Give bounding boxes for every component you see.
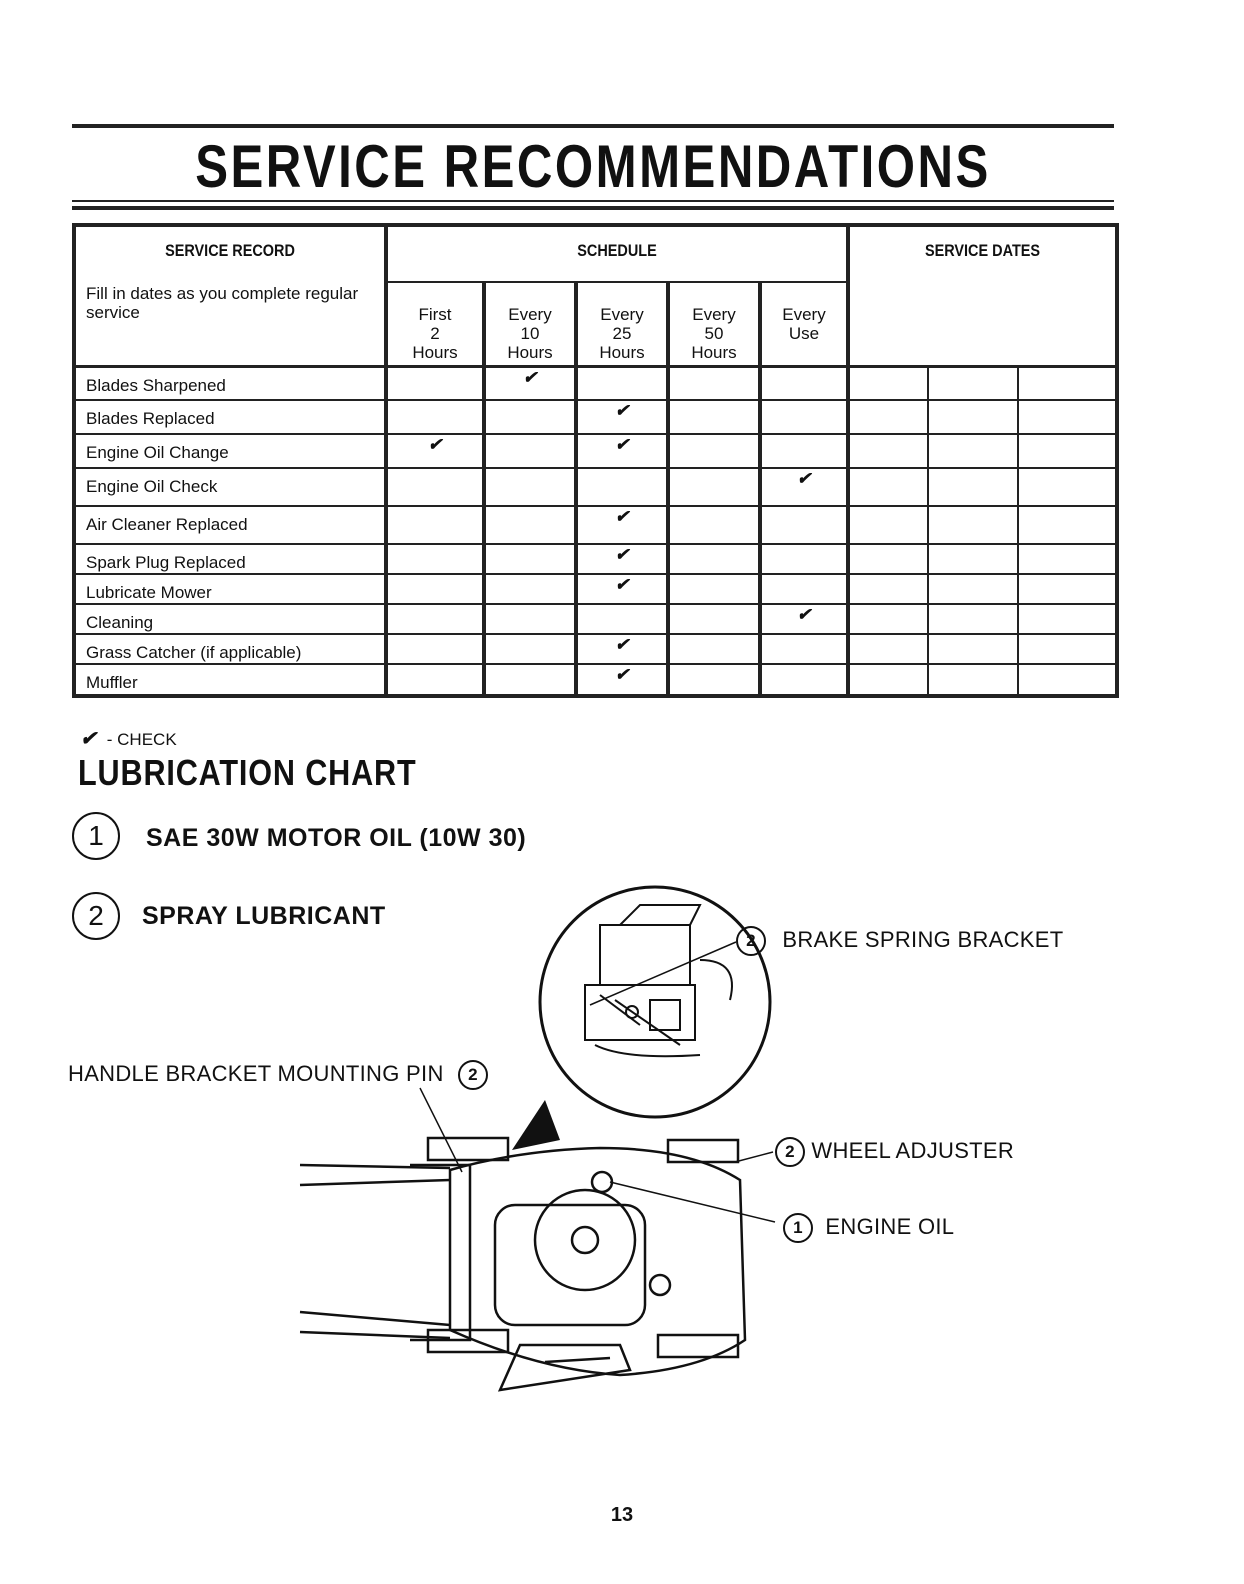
service-item-label: Cleaning bbox=[74, 604, 386, 634]
schedule-col-every-50: Every 50 Hours bbox=[668, 282, 760, 366]
engine-oil-label: ENGINE OIL bbox=[825, 1213, 955, 1239]
schedule-check-cell: ✔ bbox=[576, 634, 668, 664]
schedule-check-cell: ✔ bbox=[576, 664, 668, 696]
schedule-check-cell: ✔ bbox=[576, 434, 668, 468]
lubricant-2-text: SPRAY LUBRICANT bbox=[142, 902, 386, 930]
number-2-icon: 2 bbox=[72, 892, 120, 940]
service-item-label: Blades Sharpened bbox=[74, 366, 386, 400]
service-item-label: Lubricate Mower bbox=[74, 574, 386, 604]
brake-spring-label: BRAKE SPRING BRACKET bbox=[782, 926, 1064, 952]
handle-number-icon: 2 bbox=[458, 1060, 488, 1090]
wheel-adjuster-callout bbox=[775, 1137, 1014, 1167]
service-item-label: Muffler bbox=[74, 664, 386, 696]
schedule-col-every-25: Every 25 Hours bbox=[576, 282, 668, 366]
inset-circle bbox=[540, 887, 770, 1117]
handle-pin-callout bbox=[68, 1060, 488, 1090]
schedule-check-cell: ✔ bbox=[576, 544, 668, 574]
instruction-text: Fill in dates as you complete regular service bbox=[74, 282, 386, 366]
schedule-check-cell: ✔ bbox=[760, 604, 848, 634]
service-item-label: Air Cleaner Replaced bbox=[74, 506, 386, 544]
schedule-col-every-10: Every 10 Hours bbox=[484, 282, 576, 366]
service-item-label: Engine Oil Check bbox=[74, 468, 386, 506]
lubrication-title: LUBRICATION CHART bbox=[78, 752, 417, 793]
page-number: 13 bbox=[610, 1504, 634, 1526]
schedule-check-cell: ✔ bbox=[576, 400, 668, 434]
service-item-label: Engine Oil Change bbox=[74, 434, 386, 468]
oil-number-icon: 1 bbox=[783, 1213, 813, 1243]
service-item-label: Spark Plug Replaced bbox=[74, 544, 386, 574]
schedule-check-cell: ✔ bbox=[576, 574, 668, 604]
service-item-label: Grass Catcher (if applicable) bbox=[74, 634, 386, 664]
schedule-check-cell: ✔ bbox=[576, 506, 668, 544]
schedule-col-first-2: First 2 Hours bbox=[386, 282, 484, 366]
check-legend-text: - CHECK bbox=[106, 730, 177, 749]
page-title: SERVICE RECOMMENDATIONS bbox=[195, 133, 991, 200]
engine-oil-callout bbox=[783, 1213, 954, 1243]
service-record-header: SERVICE RECORD bbox=[97, 225, 362, 282]
number-1-icon: 1 bbox=[72, 812, 120, 860]
schedule-check-cell: ✔ bbox=[760, 468, 848, 506]
handle-pin-label: HANDLE BRACKET MOUNTING PIN bbox=[68, 1060, 444, 1086]
mower-body bbox=[300, 1138, 745, 1390]
schedule-header: SCHEDULE bbox=[421, 225, 814, 282]
schedule-check-cell: ✔ bbox=[484, 366, 576, 400]
brake-number-icon: 2 bbox=[736, 926, 766, 956]
service-item-label: Blades Replaced bbox=[74, 400, 386, 434]
inset-connector bbox=[512, 1100, 560, 1150]
service-dates-header: SERVICE DATES bbox=[868, 225, 1097, 366]
lubricant-1-text: SAE 30W MOTOR OIL (10W 30) bbox=[146, 824, 527, 852]
brake-spring-callout bbox=[736, 926, 1064, 956]
schedule-check-cell: ✔ bbox=[386, 434, 484, 468]
wheel-adjuster-label: WHEEL ADJUSTER bbox=[811, 1137, 1015, 1163]
wheel-number-icon: 2 bbox=[775, 1137, 805, 1167]
schedule-col-every-use: Every Use bbox=[760, 282, 848, 366]
check-mark-icon: ✔ bbox=[80, 728, 97, 750]
